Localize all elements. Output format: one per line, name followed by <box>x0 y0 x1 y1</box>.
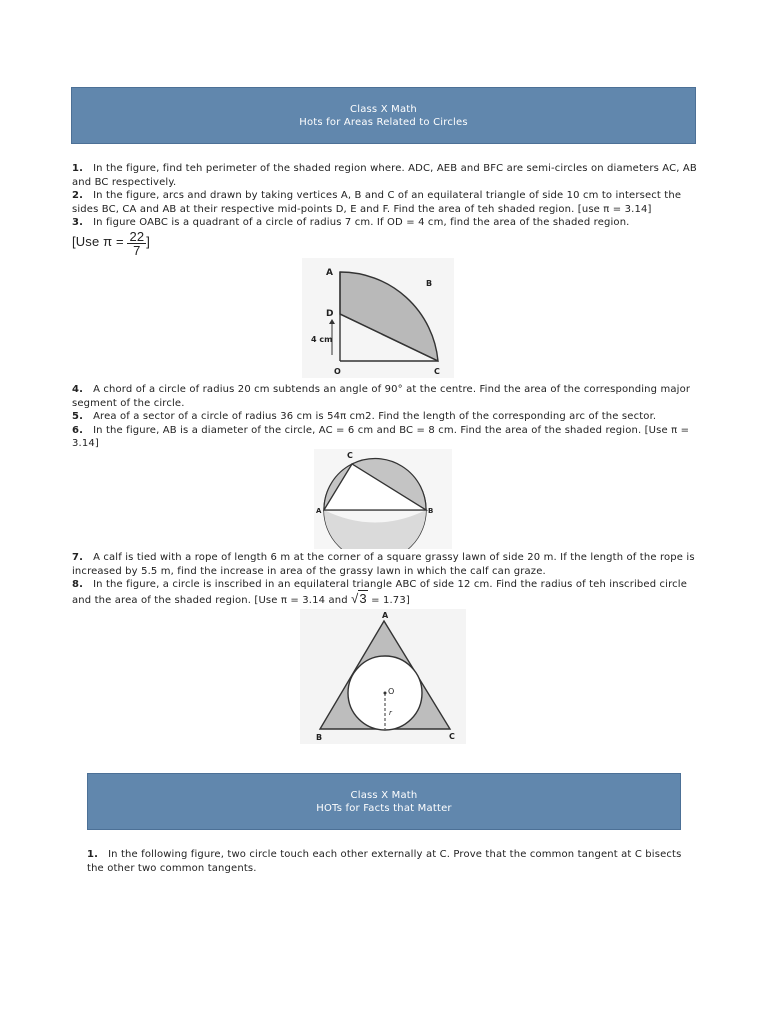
question-number: 1. <box>87 849 99 860</box>
figure-quadrant <box>302 258 454 378</box>
fraction-numerator: 22 <box>129 228 145 244</box>
question-5 <box>72 410 698 424</box>
label-r: r <box>389 709 392 717</box>
label-b: B <box>316 733 323 742</box>
question-block-1-3 <box>72 162 698 257</box>
question-number: 5. <box>72 411 84 422</box>
label-c: C <box>347 451 353 460</box>
question-number: 2. <box>72 190 84 201</box>
fraction-denominator: 7 <box>133 242 141 258</box>
label-a: A <box>382 611 389 620</box>
pi-hint-label: [Use π = <box>72 234 124 250</box>
question-text: In figure OABC is a quadrant of a circle of radius 7 cm. If OD = 4 cm, find the area of the shaded region. <box>93 217 630 228</box>
banner-topic-label: HOTs for Facts that Matter <box>316 803 452 814</box>
question-text: Area of a sector of a circle of radius 36 cm is 54π cm2. Find the length of the corresponding arc of the sector. <box>93 411 657 422</box>
figure-inscribed-circle <box>300 609 466 744</box>
question-text: In the figure, AB is a diameter of the circle, AC = 6 cm and BC = 8 cm. Find the area of the shaded region. [Use π = 3.14] <box>72 424 690 449</box>
question-number: 3. <box>72 217 84 228</box>
pi-hint-close: ] <box>146 234 151 250</box>
section-banner-areas <box>71 87 696 144</box>
label-c: C <box>434 367 440 376</box>
banner-class-label: Class X Math <box>350 790 418 801</box>
label-o: O <box>388 687 395 696</box>
banner-class-label: Class X Math <box>350 104 417 115</box>
question-3 <box>72 216 632 257</box>
label-d: D <box>326 309 334 319</box>
question-block-7-8 <box>72 551 698 607</box>
label-a: A <box>326 268 333 278</box>
question-facts-1 <box>87 848 683 875</box>
question-8 <box>72 578 698 607</box>
label-a: A <box>316 507 322 515</box>
question-text: In the figure, arcs and drawn by taking vertices A, B and C of an equilateral triangle of side 10 cm to intersect the sides BC, CA and AB at their respective mid-points D, E and F. Find the area of teh shaded region. [use π = 3.14] <box>72 190 682 215</box>
question-text-end: = 1.73] <box>371 594 410 606</box>
question-text: A calf is tied with a rope of length 6 m at the corner of a square grassy lawn of side 20 m. If the length of the rope is increased by 5.5 m, find the increase in area of the grassy lawn in which the calf can graze. <box>72 552 695 577</box>
sqrt-expression: √3 <box>351 590 367 606</box>
question-text: In the figure, find teh perimeter of the shaded region where. ADC, AEB and BFC are semi-circles on diameters AC, AB and BC respectively. <box>72 163 697 188</box>
question-text: A chord of a circle of radius 20 cm subtends an angle of 90° at the centre. Find the area of the corresponding major segment of the circle. <box>72 384 691 409</box>
label-o: O <box>334 367 341 376</box>
question-number: 6. <box>72 424 84 436</box>
question-number: 8. <box>72 579 84 590</box>
question-number: 1. <box>72 163 84 174</box>
label-b: B <box>426 279 433 288</box>
banner-topic-label: Hots for Areas Related to Circles <box>299 117 468 128</box>
question-1 <box>72 162 698 189</box>
question-7 <box>72 551 698 578</box>
question-4 <box>72 383 698 410</box>
label-dimension: 4 cm <box>311 335 333 344</box>
label-b: B <box>428 507 434 515</box>
question-text: In the figure, a circle is inscribed in an equilateral triangle ABC of side 12 cm. Find the radius of teh inscribed circle and the area of the shaded region. [Use π = 3.14 and <box>72 579 688 606</box>
question-6 <box>72 424 698 451</box>
sqrt-argument: 3 <box>359 590 367 606</box>
question-number: 4. <box>72 384 84 395</box>
question-block-4-6 <box>72 383 698 451</box>
question-text: In the following figure, two circle touch each other externally at C. Prove that the common tangent at C bisects the other two common tangents. <box>87 849 682 874</box>
question-number: 7. <box>72 552 84 563</box>
pi-fraction <box>127 230 146 257</box>
section-banner-facts <box>87 773 681 830</box>
figure-circle-diameter <box>314 449 452 549</box>
label-c: C <box>449 732 455 741</box>
question-2 <box>72 189 698 216</box>
question-block-facts <box>87 848 683 875</box>
pi-hint <box>72 228 151 258</box>
